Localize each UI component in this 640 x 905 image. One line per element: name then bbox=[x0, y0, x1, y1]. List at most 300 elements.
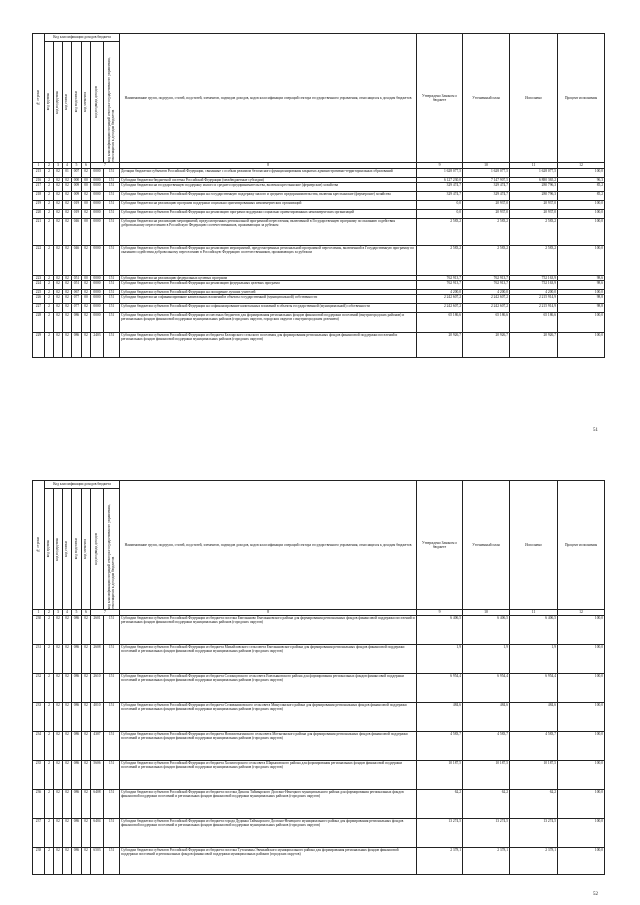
row-number: 229 bbox=[33, 333, 45, 358]
col-article-header: код статьи bbox=[63, 489, 72, 610]
row-name: Субсидии бюджетам субъектов Российской Федерации из бюджета поселка Емельяново Емельяновского района для формирования региональных фондов финансовой поддержки поселений и региональных фондов финансовой поддержки муниципальных районов (городских округов) bbox=[120, 616, 417, 645]
refined-amount: 4 583,7 bbox=[463, 732, 510, 761]
refined-amount: 7 147 907,5 bbox=[463, 178, 510, 183]
code-subgroup: 02 bbox=[54, 761, 63, 790]
code-group: 2 bbox=[45, 276, 54, 281]
column-number: 5 bbox=[72, 610, 82, 616]
code-article: 02 bbox=[63, 210, 72, 219]
code-kosgu: 151 bbox=[104, 819, 120, 848]
approved-amount: 20 926,7 bbox=[417, 333, 463, 358]
refined-amount: 65 186,6 bbox=[463, 313, 510, 333]
code-kosgu: 151 bbox=[104, 183, 120, 192]
code-subgroup: 02 bbox=[54, 290, 63, 295]
code-kosgu: 151 bbox=[104, 210, 120, 219]
code-element: 00 bbox=[82, 295, 91, 304]
column-number: 7 bbox=[91, 163, 120, 169]
approved-amount: 6 127 230,0 bbox=[417, 178, 463, 183]
code-kosgu: 151 bbox=[104, 281, 120, 290]
code-group: 2 bbox=[45, 210, 54, 219]
code-subgroup: 02 bbox=[54, 732, 63, 761]
code-subgroup: 02 bbox=[54, 703, 63, 732]
code-group: 2 bbox=[45, 333, 54, 358]
code-article: 02 bbox=[63, 333, 72, 358]
table-row bbox=[33, 246, 605, 276]
code-subgroup: 02 bbox=[54, 178, 63, 183]
code-program: 0000 bbox=[91, 304, 104, 313]
code-group: 2 bbox=[45, 304, 54, 313]
approved-amount: 762 913,7 bbox=[417, 281, 463, 290]
refined-amount: 20 937,0 bbox=[463, 201, 510, 210]
code-subarticle: 086 bbox=[72, 819, 82, 848]
code-subarticle: 009 bbox=[72, 192, 82, 201]
code-kosgu: 151 bbox=[104, 192, 120, 201]
row-number: 226 bbox=[33, 295, 45, 304]
refined-amount: 1,9 bbox=[463, 645, 510, 674]
executed-amount: 6 880 365,2 bbox=[510, 178, 558, 183]
budget-table-page-1 bbox=[32, 33, 605, 358]
executed-amount: 1 628 077,5 bbox=[510, 169, 558, 178]
code-program: 0000 bbox=[91, 246, 104, 276]
code-program: 6408 bbox=[91, 790, 104, 819]
code-subarticle: 046 bbox=[72, 246, 82, 276]
percent-value: 100,0 bbox=[558, 169, 605, 178]
percent-value: 100,0 bbox=[558, 616, 605, 645]
row-name: Субсидии бюджетам субъектов Российской Федерации из бюджета Селиваниховского сельсовета Минусинского района для формирования региональных фондов финансовой поддержки поселений и региональных фондов финансовой поддержки муниципальных районов (городских округов) bbox=[120, 703, 417, 732]
executed-amount: 6 954,4 bbox=[510, 674, 558, 703]
refined-amount: 6 406,5 bbox=[463, 616, 510, 645]
code-group: 2 bbox=[45, 732, 54, 761]
code-element: 02 bbox=[82, 281, 91, 290]
code-subgroup: 02 bbox=[54, 645, 63, 674]
code-kosgu: 151 bbox=[104, 304, 120, 313]
code-article: 02 bbox=[63, 178, 72, 183]
code-kosgu: 151 bbox=[104, 333, 120, 358]
code-subarticle: 077 bbox=[72, 304, 82, 313]
code-article: 02 bbox=[63, 674, 72, 703]
col-subarticle-header: код подстатьи bbox=[72, 489, 82, 610]
approved-amount: 762 913,7 bbox=[417, 276, 463, 281]
executed-amount: 4 200,0 bbox=[510, 290, 558, 295]
table-row bbox=[33, 313, 605, 333]
code-article: 02 bbox=[63, 192, 72, 201]
code-subarticle: 086 bbox=[72, 703, 82, 732]
executed-amount: 20 937,0 bbox=[510, 201, 558, 210]
code-kosgu: 151 bbox=[104, 848, 120, 875]
row-number: 218 bbox=[33, 192, 45, 201]
code-subarticle: 086 bbox=[72, 333, 82, 358]
code-element: 02 bbox=[82, 616, 91, 645]
code-article: 02 bbox=[63, 703, 72, 732]
code-subgroup: 02 bbox=[54, 210, 63, 219]
executed-amount: 752 163,9 bbox=[510, 281, 558, 290]
approved-amount: 2 583,2 bbox=[417, 219, 463, 246]
code-kosgu: 151 bbox=[104, 313, 120, 333]
code-element: 00 bbox=[82, 178, 91, 183]
code-group: 2 bbox=[45, 192, 54, 201]
approved-amount: 0,0 bbox=[417, 201, 463, 210]
refined-amount: 329 474,7 bbox=[463, 183, 510, 192]
page-number: 52 bbox=[593, 892, 598, 897]
code-subarticle: 051 bbox=[72, 276, 82, 281]
col-row-no-header: № строки bbox=[33, 481, 45, 610]
code-kosgu: 151 bbox=[104, 290, 120, 295]
col-row-no-header: № строки bbox=[33, 34, 45, 163]
executed-amount: 10 187,5 bbox=[510, 761, 558, 790]
code-program: 0000 bbox=[91, 219, 104, 246]
refined-amount: 2 583,2 bbox=[463, 219, 510, 246]
code-kosgu: 151 bbox=[104, 703, 120, 732]
row-number: 225 bbox=[33, 290, 45, 295]
row-name: Субсидии бюджетам субъектов Российской Федерации на софинансирование капитальных вложений в объекты государственной (муниципальной) собственности bbox=[120, 304, 417, 313]
table-row bbox=[33, 304, 605, 313]
row-name: Субсидии бюджетам на реализацию программ поддержки социально ориентированных некоммерческих организаций bbox=[120, 201, 417, 210]
code-group: 2 bbox=[45, 246, 54, 276]
approved-amount: 2 242 607,2 bbox=[417, 295, 463, 304]
row-number: 221 bbox=[33, 219, 45, 246]
code-element: 02 bbox=[82, 290, 91, 295]
code-article: 02 bbox=[63, 645, 72, 674]
code-program: 0000 bbox=[91, 169, 104, 178]
row-name: Субсидии бюджетам субъектов Российской Федерации на реализацию федеральных целевых программ bbox=[120, 281, 417, 290]
refined-amount: 20 937,0 bbox=[463, 210, 510, 219]
row-name: Субсидии бюджетам субъектов Российской Федерации на поощрение лучших учителей bbox=[120, 290, 417, 295]
approved-amount: 1 628 077,5 bbox=[417, 169, 463, 178]
code-group: 2 bbox=[45, 790, 54, 819]
col-executed-header: Исполнено bbox=[510, 34, 558, 163]
code-article: 02 bbox=[63, 276, 72, 281]
percent-value: 100,0 bbox=[558, 848, 605, 875]
column-number: 6 bbox=[82, 163, 91, 169]
code-program: 0000 bbox=[91, 313, 104, 333]
percent-value: 100,0 bbox=[558, 674, 605, 703]
code-group: 2 bbox=[45, 290, 54, 295]
row-number: 217 bbox=[33, 183, 45, 192]
refined-amount: 2 583,2 bbox=[463, 246, 510, 276]
column-number: 9 bbox=[417, 610, 463, 616]
row-number: 234 bbox=[33, 732, 45, 761]
code-article: 02 bbox=[63, 790, 72, 819]
col-program-header: код подвида доходов bbox=[91, 489, 104, 610]
row-name: Субсидии бюджетам на софинансирование капитальных вложений в объекты государственной (муниципальной) собственности bbox=[120, 295, 417, 304]
refined-amount: 329 474,7 bbox=[463, 192, 510, 201]
code-group: 2 bbox=[45, 848, 54, 875]
code-article: 02 bbox=[63, 219, 72, 246]
col-executed-header: Исполнено bbox=[510, 481, 558, 610]
percent-value: 85,2 bbox=[558, 183, 605, 192]
approved-amount: 4 583,7 bbox=[417, 732, 463, 761]
code-program: 0000 bbox=[91, 183, 104, 192]
code-article: 02 bbox=[63, 246, 72, 276]
col-kosgu-header: код классификации операций сектора государственного управления, относящихся к доходам бюджетов bbox=[104, 489, 120, 610]
code-kosgu: 151 bbox=[104, 295, 120, 304]
row-number: 235 bbox=[33, 761, 45, 790]
col-name-header: Наименование групп, подгрупп, статей, подстатей, элементов, подвидов доходов, кодов классификации операций сектора государственного управления, относящихся к доходам бюджетов bbox=[120, 481, 417, 610]
code-article: 02 bbox=[63, 295, 72, 304]
code-element: 02 bbox=[82, 313, 91, 333]
code-group: 2 bbox=[45, 178, 54, 183]
approved-amount: 62,2 bbox=[417, 790, 463, 819]
code-program: 4307 bbox=[91, 732, 104, 761]
column-number: 4 bbox=[63, 163, 72, 169]
document-page-2 bbox=[0, 452, 640, 905]
row-number: 233 bbox=[33, 703, 45, 732]
code-subgroup: 02 bbox=[54, 333, 63, 358]
code-article: 02 bbox=[63, 761, 72, 790]
approved-amount: 2 378,1 bbox=[417, 848, 463, 875]
column-number: 10 bbox=[463, 163, 510, 169]
budget-table-page-2 bbox=[32, 480, 605, 875]
code-subgroup: 02 bbox=[54, 169, 63, 178]
row-number: 215 bbox=[33, 169, 45, 178]
refined-amount: 762 913,7 bbox=[463, 281, 510, 290]
col-subgroup-header: код подгруппы bbox=[54, 489, 63, 610]
column-number: 5 bbox=[72, 163, 82, 169]
percent-value: 100,0 bbox=[558, 333, 605, 358]
executed-amount: 65 186,6 bbox=[510, 313, 558, 333]
row-number: 220 bbox=[33, 210, 45, 219]
code-program: 2608 bbox=[91, 645, 104, 674]
code-subarticle: 086 bbox=[72, 761, 82, 790]
approved-amount: 484,6 bbox=[417, 703, 463, 732]
code-group: 2 bbox=[45, 703, 54, 732]
refined-amount: 2 378,1 bbox=[463, 848, 510, 875]
code-subarticle: 019 bbox=[72, 201, 82, 210]
row-name: Субсидии бюджетам субъектов Российской Федерации на реализацию мероприятий, предусмотренных региональной программой переселения, включенной в Государственную программу по оказанию содействия добровольному переселению в Российскую Федерацию соотечественников, проживающих за рубежом bbox=[120, 246, 417, 276]
approved-amount: 1,9 bbox=[417, 645, 463, 674]
column-number: 7 bbox=[91, 610, 120, 616]
code-subarticle: 086 bbox=[72, 848, 82, 875]
executed-amount: 2 215 914,9 bbox=[510, 304, 558, 313]
code-group: 2 bbox=[45, 169, 54, 178]
percent-value: 100,0 bbox=[558, 703, 605, 732]
code-article: 02 bbox=[63, 819, 72, 848]
code-group-header: Код классификации доходов бюджета bbox=[45, 481, 120, 489]
col-refined-header: Уточненный план bbox=[463, 481, 510, 610]
code-subgroup: 02 bbox=[54, 276, 63, 281]
row-name: Субсидии бюджетам субъектов Российской Федерации из бюджета города Дудинка Таймырского Долгано-Ненецкого муниципального района для формирования региональных фондов финансовой поддержки поселений и региональных фондов финансовой поддержки муниципальных районов (городских округов) bbox=[120, 819, 417, 848]
table-row bbox=[33, 183, 605, 192]
col-subgroup-header: код подгруппы bbox=[54, 42, 63, 163]
code-program: 0000 bbox=[91, 178, 104, 183]
row-name: Субсидии бюджетам субъектов Российской Федерации из бюджета Михайловского сельсовета Емельяновского района для формирования региональных фондов финансовой поддержки поселений и региональных фондов финансовой поддержки муниципальных районов (городских округов) bbox=[120, 645, 417, 674]
column-number: 10 bbox=[463, 610, 510, 616]
table-row bbox=[33, 295, 605, 304]
row-name: Субсидии бюджетам субъектов Российской Федерации на государственную поддержку малого и среднего предпринимательства, включая крестьянские (фермерские) хозяйства bbox=[120, 192, 417, 201]
table-row bbox=[33, 761, 605, 790]
code-subgroup: 02 bbox=[54, 616, 63, 645]
row-number: 236 bbox=[33, 790, 45, 819]
code-element: 00 bbox=[82, 276, 91, 281]
table-row bbox=[33, 210, 605, 219]
row-number: 219 bbox=[33, 201, 45, 210]
table-row bbox=[33, 732, 605, 761]
row-number: 238 bbox=[33, 848, 45, 875]
executed-amount: 20 926,7 bbox=[510, 333, 558, 358]
code-program: 2403 bbox=[91, 333, 104, 358]
percent-value: 100,0 bbox=[558, 210, 605, 219]
col-kosgu-header: код классификации операций сектора государственного управления, относящихся к доходам бюджетов bbox=[104, 42, 120, 163]
row-number: 228 bbox=[33, 313, 45, 333]
code-group: 2 bbox=[45, 674, 54, 703]
executed-amount: 20 937,0 bbox=[510, 210, 558, 219]
column-number: 4 bbox=[63, 610, 72, 616]
column-number: 6 bbox=[82, 610, 91, 616]
percent-value: 100,0 bbox=[558, 201, 605, 210]
table-row bbox=[33, 281, 605, 290]
percent-value: 100,0 bbox=[558, 819, 605, 848]
code-subarticle: 086 bbox=[72, 616, 82, 645]
row-number: 224 bbox=[33, 281, 45, 290]
code-article: 02 bbox=[63, 848, 72, 875]
col-approved-header: Утверждено Законом о бюджете bbox=[417, 34, 463, 163]
code-subarticle: 051 bbox=[72, 281, 82, 290]
code-kosgu: 151 bbox=[104, 276, 120, 281]
code-article: 02 bbox=[63, 290, 72, 295]
code-kosgu: 151 bbox=[104, 674, 120, 703]
code-kosgu: 151 bbox=[104, 201, 120, 210]
refined-amount: 4 200,0 bbox=[463, 290, 510, 295]
code-subarticle: 086 bbox=[72, 645, 82, 674]
column-number: 3 bbox=[54, 610, 63, 616]
executed-amount: 4 583,7 bbox=[510, 732, 558, 761]
code-element: 02 bbox=[82, 333, 91, 358]
executed-amount: 62,2 bbox=[510, 790, 558, 819]
approved-amount: 0,0 bbox=[417, 210, 463, 219]
code-program: 6503 bbox=[91, 848, 104, 875]
percent-value: 100,0 bbox=[558, 761, 605, 790]
page-number: 51 bbox=[593, 428, 598, 433]
row-name: Дотации бюджетам субъектов Российской Федерации, связанные с особым режимом безопасного функционирования закрытых административно-территориальных образований bbox=[120, 169, 417, 178]
column-number: 9 bbox=[417, 163, 463, 169]
row-name: Субсидии бюджетам на реализацию федеральных целевых программ bbox=[120, 276, 417, 281]
code-article: 02 bbox=[63, 201, 72, 210]
code-kosgu: 151 bbox=[104, 219, 120, 246]
row-number: 216 bbox=[33, 178, 45, 183]
approved-amount: 6 406,5 bbox=[417, 616, 463, 645]
code-subgroup: 02 bbox=[54, 201, 63, 210]
column-number: 3 bbox=[54, 163, 63, 169]
percent-value: 100,0 bbox=[558, 219, 605, 246]
table-row bbox=[33, 192, 605, 201]
code-article: 02 bbox=[63, 313, 72, 333]
row-name: Субсидии бюджетам субъектов Российской Федерации из бюджета Новомотыгинского сельсовета Мотыгинского района для формирования региональных фондов финансовой поддержки поселений и региональных фондов финансовой поддержки муниципальных районов (городских округов) bbox=[120, 732, 417, 761]
row-name: Субсидии бюджетам субъектов Российской Федерации из бюджета поселка Диксон Таймырского Долгано-Ненецкого муниципального района для формирования региональных фондов финансовой поддержки поселений и региональных фондов финансовой поддержки муниципальных районов (городских округов) bbox=[120, 790, 417, 819]
percent-value: 96,3 bbox=[558, 178, 605, 183]
code-element: 00 bbox=[82, 219, 91, 246]
row-number: 237 bbox=[33, 819, 45, 848]
col-subarticle-header: код подстатьи bbox=[72, 42, 82, 163]
executed-amount: 752 163,9 bbox=[510, 276, 558, 281]
refined-amount: 2 242 607,2 bbox=[463, 295, 510, 304]
executed-amount: 1,9 bbox=[510, 645, 558, 674]
percent-value: 100,0 bbox=[558, 645, 605, 674]
code-subgroup: 02 bbox=[54, 819, 63, 848]
column-number: 11 bbox=[510, 610, 558, 616]
code-article: 01 bbox=[63, 169, 72, 178]
code-kosgu: 151 bbox=[104, 616, 120, 645]
code-subarticle: 067 bbox=[72, 290, 82, 295]
row-name: Субсидии бюджетам субъектов Российской Федерации из бюджета Солонцовского сельсовета Емельяновского района для формирования региональных фондов финансовой поддержки поселений и региональных фондов финансовой поддержки муниципальных районов (городских округов) bbox=[120, 674, 417, 703]
code-element: 02 bbox=[82, 761, 91, 790]
code-program: 0000 bbox=[91, 201, 104, 210]
code-article: 02 bbox=[63, 281, 72, 290]
refined-amount: 762 913,7 bbox=[463, 276, 510, 281]
table-row bbox=[33, 616, 605, 645]
executed-amount: 2 378,1 bbox=[510, 848, 558, 875]
refined-amount: 13 274,5 bbox=[463, 819, 510, 848]
percent-value: 100,0 bbox=[558, 290, 605, 295]
refined-amount: 1 628 077,5 bbox=[463, 169, 510, 178]
table-row bbox=[33, 645, 605, 674]
code-program: 6404 bbox=[91, 819, 104, 848]
code-subgroup: 02 bbox=[54, 183, 63, 192]
code-element: 02 bbox=[82, 703, 91, 732]
approved-amount: 329 474,7 bbox=[417, 183, 463, 192]
row-name: Субсидии бюджетам субъектов Российской Федерации из бюджета поселка Тутончаны Эвенкийского муниципального района для формирования региональных фондов финансовой поддержки поселений и региональных фондов финансовой поддержки муниципальных районов (городских округов) bbox=[120, 848, 417, 875]
percent-value: 98,8 bbox=[558, 295, 605, 304]
table-row bbox=[33, 848, 605, 875]
code-group: 2 bbox=[45, 183, 54, 192]
code-article: 02 bbox=[63, 732, 72, 761]
code-subgroup: 02 bbox=[54, 246, 63, 276]
row-number: 222 bbox=[33, 246, 45, 276]
column-number: 11 bbox=[510, 163, 558, 169]
code-program: 4010 bbox=[91, 703, 104, 732]
code-element: 02 bbox=[82, 848, 91, 875]
code-kosgu: 151 bbox=[104, 732, 120, 761]
code-element: 02 bbox=[82, 210, 91, 219]
code-element: 02 bbox=[82, 304, 91, 313]
code-subgroup: 02 bbox=[54, 674, 63, 703]
approved-amount: 65 186,6 bbox=[417, 313, 463, 333]
row-name: Субсидии бюджетам субъектов Российской Федерации на реализацию программ поддержки социально ориентированных некоммерческих организаций bbox=[120, 210, 417, 219]
table-row bbox=[33, 169, 605, 178]
code-group: 2 bbox=[45, 313, 54, 333]
executed-amount: 280 796,3 bbox=[510, 183, 558, 192]
code-kosgu: 151 bbox=[104, 761, 120, 790]
code-subgroup: 02 bbox=[54, 192, 63, 201]
executed-amount: 2 583,2 bbox=[510, 246, 558, 276]
percent-value: 100,0 bbox=[558, 246, 605, 276]
row-name: Субсидии бюджетам субъектов Российской Федерации из бюджета Холмогорского сельсовета Шарыповского района для формирования региональных фондов финансовой поддержки поселений и региональных фондов финансовой поддержки муниципальных районов (городских округов) bbox=[120, 761, 417, 790]
code-subgroup: 02 bbox=[54, 313, 63, 333]
col-name-header: Наименование групп, подгрупп, статей, подстатей, элементов, подвидов доходов, кодов классификации операций сектора государственного управления, относящихся к доходам бюджетов bbox=[120, 34, 417, 163]
table-row bbox=[33, 674, 605, 703]
table-row bbox=[33, 201, 605, 210]
executed-amount: 2 215 914,9 bbox=[510, 295, 558, 304]
row-name: Субсидии бюджетам на реализацию мероприятий, предусмотренных региональной программой переселения, включенной в Государственную программу по оказанию содействия добровольному переселению в Российскую Федерацию соотечественников, проживающих за рубежом bbox=[120, 219, 417, 246]
code-subgroup: 02 bbox=[54, 848, 63, 875]
executed-amount: 2 583,2 bbox=[510, 219, 558, 246]
row-name: Субсидии бюджетам субъектов Российской Федерации из местных бюджетов для формирования региональных фондов финансовой поддержки поселений (внутригородских районов) и региональных фондов финансовой поддержки муниципальных районов (городских округов, городских округов с внутригородским делением) bbox=[120, 313, 417, 333]
row-number: 230 bbox=[33, 616, 45, 645]
code-subarticle: 086 bbox=[72, 313, 82, 333]
executed-amount: 13 274,5 bbox=[510, 819, 558, 848]
code-kosgu: 151 bbox=[104, 169, 120, 178]
code-program: 5606 bbox=[91, 761, 104, 790]
code-program: 0000 bbox=[91, 192, 104, 201]
percent-value: 100,0 bbox=[558, 313, 605, 333]
code-program: 0000 bbox=[91, 295, 104, 304]
code-article: 02 bbox=[63, 183, 72, 192]
code-article: 02 bbox=[63, 304, 72, 313]
percent-value: 98,6 bbox=[558, 281, 605, 290]
column-number: 8 bbox=[120, 163, 417, 169]
code-subgroup: 02 bbox=[54, 295, 63, 304]
col-article-header: код статьи bbox=[63, 42, 72, 163]
col-group-header: код группы bbox=[45, 42, 54, 163]
code-group: 2 bbox=[45, 281, 54, 290]
